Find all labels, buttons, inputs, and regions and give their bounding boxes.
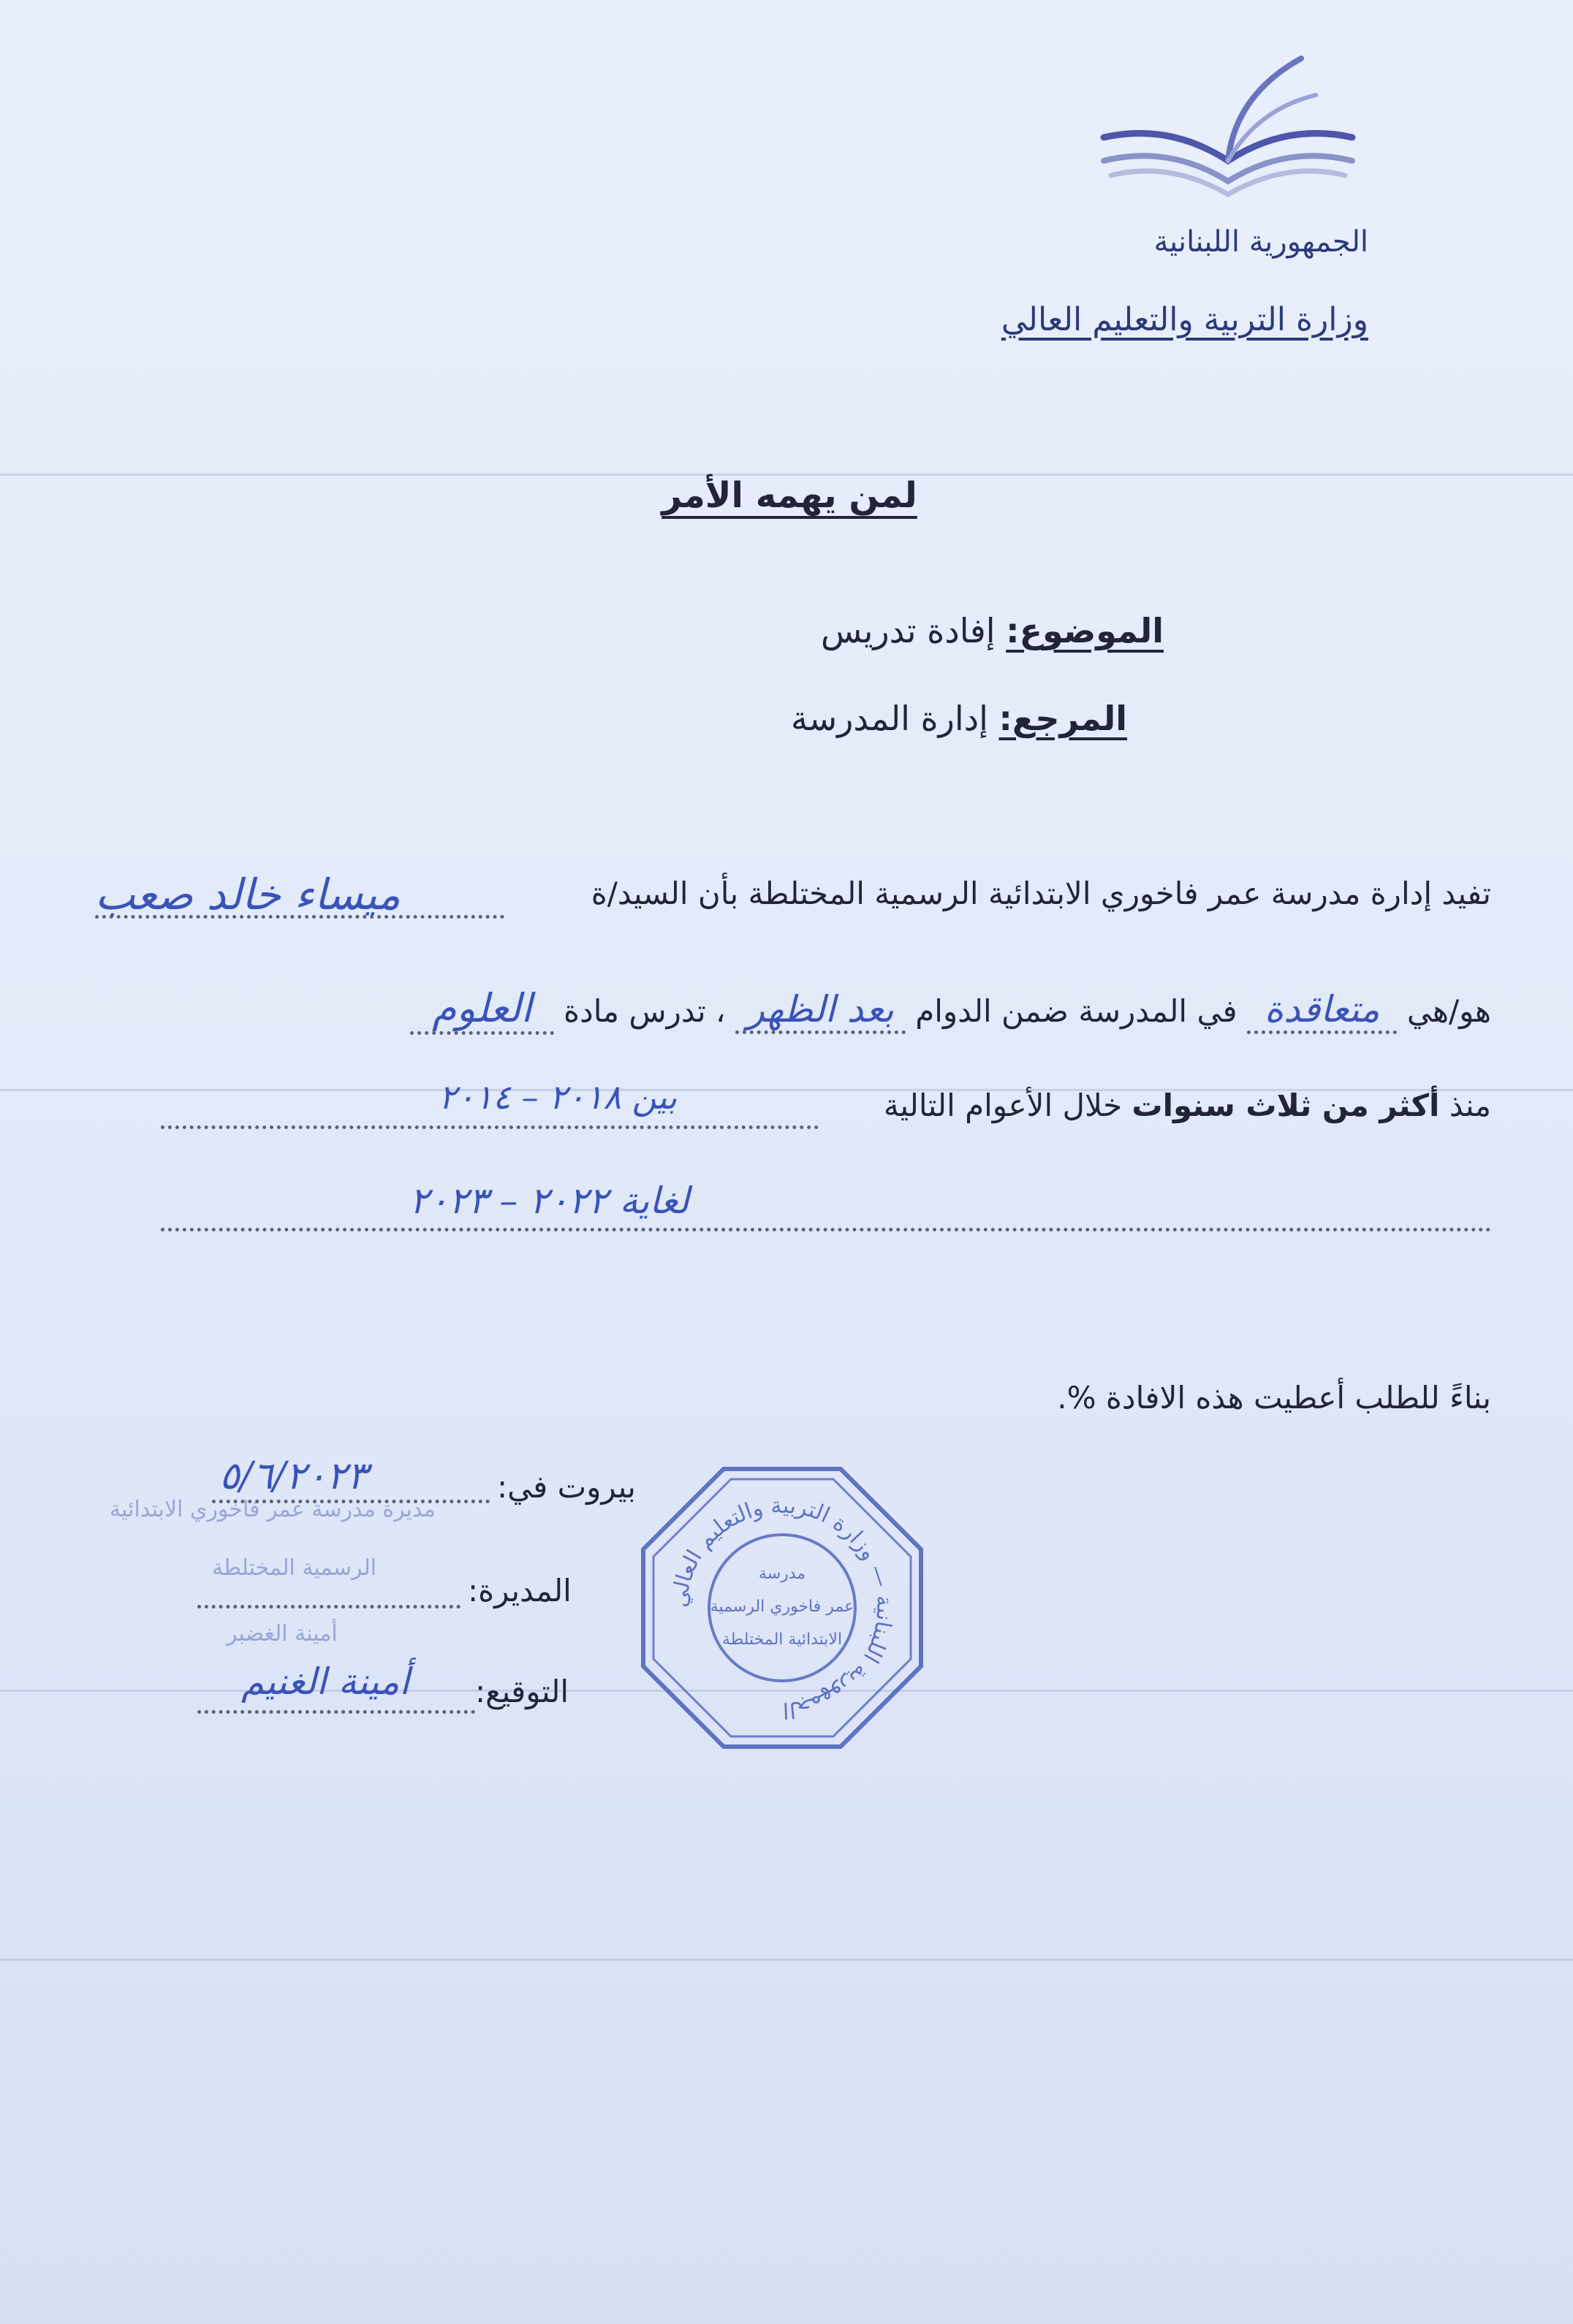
faint-stamp-text-2: الرسمية المختلطة: [212, 1555, 377, 1581]
teaching-subject-text: ، تدرس مادة: [564, 993, 726, 1029]
fill-in-dots: [197, 1605, 460, 1609]
reference-label: المرجع:: [998, 699, 1127, 738]
svg-text:عمر فاخوري الرسمية: عمر فاخوري الرسمية: [710, 1598, 854, 1616]
body-line-1: تفيد إدارة مدرسة عمر فاخوري الابتدائية الرسمية المختلطة بأن السيد/ة: [591, 876, 1491, 911]
subject-label: الموضوع:: [1006, 611, 1164, 650]
school-shift-text: في المدرسة ضمن الدوام: [915, 993, 1237, 1029]
country-name: الجمهورية اللبنانية: [1153, 225, 1368, 259]
body-line-3: [884, 1087, 1491, 1123]
body-line-2: [410, 985, 1491, 1031]
ministry-book-logo: [1089, 51, 1367, 197]
reference-value: إدارة المدرسة: [790, 699, 988, 738]
ministry-name: وزارة التربية والتعليم العالي: [1001, 301, 1368, 338]
director-label: المديرة:: [468, 1573, 572, 1609]
handwritten-years-range-1: بين ٢٠١٨ – ٢٠١٤: [439, 1077, 678, 1117]
handwritten-name: ميساء خالد صعب: [95, 870, 401, 919]
closing-statement: بناءً للطلب أعطيت هذه الافادة %.: [1057, 1380, 1491, 1416]
document-title: لمن يهمه الأمر: [662, 475, 917, 516]
handwritten-status: متعاقدة: [1247, 988, 1398, 1034]
reference-line: [791, 699, 1127, 738]
signature-label: التوقيع:: [475, 1674, 569, 1709]
pronoun-prefix: هو/هي: [1406, 993, 1491, 1029]
handwritten-date: ٥/٦/٢٠٢٣: [219, 1454, 368, 1498]
handwritten-years-range-2: لغاية ٢٠٢٢ – ٢٠٢٣: [409, 1180, 689, 1222]
duration-text: أكثر من ثلاث سنوات: [1132, 1087, 1440, 1123]
svg-text:الجمهورية اللبنانية — وزارة ال: الجمهورية اللبنانية — وزارة التربية والتعليم العالي: [667, 1492, 898, 1723]
subject-line: [821, 611, 1164, 650]
years-text: خلال الأعوام التالية: [883, 1087, 1123, 1123]
since-text: منذ: [1449, 1087, 1491, 1123]
handwritten-signature: أمينة الغنيم: [241, 1660, 410, 1703]
fill-in-dots: [161, 1125, 819, 1129]
svg-text:مدرسة: مدرسة: [758, 1565, 806, 1583]
fill-in-dots: [197, 1710, 475, 1714]
fill-in-dots: [161, 1228, 1491, 1231]
official-school-stamp: [636, 1462, 928, 1754]
faint-stamp-text-3: أمينة الغضبر: [227, 1621, 338, 1647]
svg-text:الابتدائية المختلطة: الابتدائية المختلطة: [721, 1630, 843, 1649]
subject-value: إفادة تدريس: [820, 611, 996, 650]
faint-stamp-text-1: مديرة مدرسة عمر فاخوري الابتدائية: [110, 1497, 436, 1522]
handwritten-subject: العلوم: [410, 985, 554, 1035]
paper-fold-line: [0, 1959, 1573, 1961]
handwritten-shift: بعد الظهر: [735, 988, 906, 1034]
date-label: بيروت في:: [497, 1469, 636, 1505]
